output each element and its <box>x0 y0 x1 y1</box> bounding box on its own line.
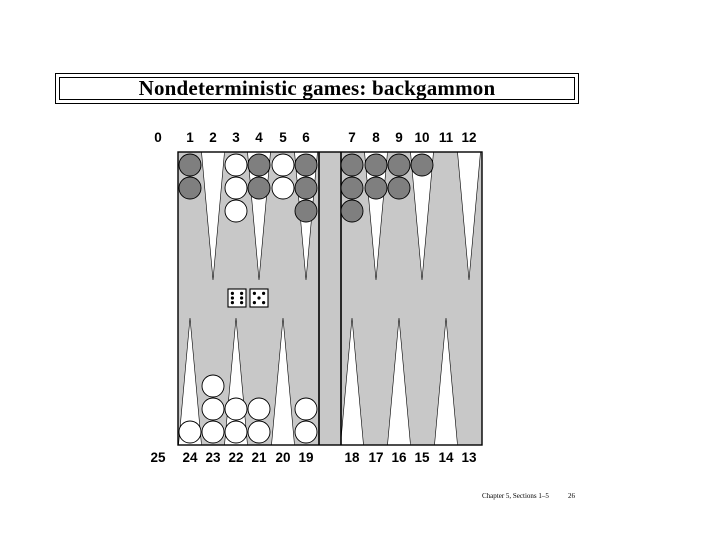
dark-checker-point-1 <box>179 154 201 176</box>
bottom-point-label-17: 17 <box>368 450 384 465</box>
top-point-label-2: 2 <box>209 130 217 145</box>
bottom-point-label-20: 20 <box>275 450 291 465</box>
die-1-pip <box>231 296 234 299</box>
light-checker-point-5 <box>272 154 294 176</box>
light-checker-point-23 <box>202 421 224 443</box>
light-checker-point-22 <box>225 398 247 420</box>
dark-checker-point-4 <box>248 154 270 176</box>
dark-checker-point-7 <box>341 177 363 199</box>
bottom-point-label-24: 24 <box>182 450 198 465</box>
die-1-pip <box>231 301 234 304</box>
bottom-point-label-14: 14 <box>438 450 454 465</box>
footer-page-number: 26 <box>568 492 575 500</box>
light-checker-point-3 <box>225 154 247 176</box>
dark-checker-point-8 <box>365 154 387 176</box>
top-point-label-7: 7 <box>348 130 356 145</box>
bottom-point-label-13: 13 <box>461 450 477 465</box>
dark-checker-point-8 <box>365 177 387 199</box>
dark-checker-point-1 <box>179 177 201 199</box>
top-point-label-3: 3 <box>232 130 240 145</box>
bottom-point-label-16: 16 <box>391 450 407 465</box>
bottom-point-label-21: 21 <box>251 450 267 465</box>
top-point-label-5: 5 <box>279 130 287 145</box>
die-1-pip <box>240 296 243 299</box>
light-checker-point-3 <box>225 200 247 222</box>
top-point-label-9: 9 <box>395 130 403 145</box>
top-point-label-12: 12 <box>461 130 477 145</box>
dark-checker-point-7 <box>341 200 363 222</box>
die-1-pip <box>231 292 234 295</box>
dark-checker-point-9 <box>388 154 410 176</box>
light-checker-point-3 <box>225 177 247 199</box>
dark-checker-point-6 <box>295 177 317 199</box>
die-2-pip <box>253 301 256 304</box>
top-point-label-11: 11 <box>438 130 454 145</box>
die-2-pip <box>262 292 265 295</box>
slide-title: Nondeterministic games: backgammon <box>138 76 496 100</box>
die-1-pip <box>240 292 243 295</box>
top-point-label-1: 1 <box>186 130 194 145</box>
dark-checker-point-4 <box>248 177 270 199</box>
bottom-point-label-23: 23 <box>205 450 221 465</box>
light-checker-point-19 <box>295 398 317 420</box>
board-bar <box>319 152 341 445</box>
light-checker-point-5 <box>272 177 294 199</box>
bottom-point-label-25: 25 <box>150 450 166 465</box>
light-checker-point-21 <box>248 421 270 443</box>
dark-checker-point-6 <box>295 154 317 176</box>
die-2-pip <box>262 301 265 304</box>
bottom-point-label-18: 18 <box>344 450 360 465</box>
bottom-point-label-22: 22 <box>228 450 244 465</box>
dark-checker-point-9 <box>388 177 410 199</box>
light-checker-point-19 <box>295 421 317 443</box>
top-point-label-6: 6 <box>302 130 310 145</box>
light-checker-point-21 <box>248 398 270 420</box>
top-point-label-8: 8 <box>372 130 380 145</box>
light-checker-point-24 <box>179 421 201 443</box>
die-2-pip <box>257 296 260 299</box>
light-checker-point-22 <box>225 421 247 443</box>
footer-chapter-note: Chapter 5, Sections 1–5 <box>482 492 549 500</box>
light-checker-point-23 <box>202 398 224 420</box>
top-point-label-10: 10 <box>414 130 430 145</box>
dark-checker-point-6 <box>295 200 317 222</box>
bottom-point-label-19: 19 <box>298 450 314 465</box>
light-checker-point-23 <box>202 375 224 397</box>
dark-checker-point-10 <box>411 154 433 176</box>
top-point-label-0: 0 <box>154 130 162 145</box>
dark-checker-point-7 <box>341 154 363 176</box>
die-2-pip <box>253 292 256 295</box>
top-point-label-4: 4 <box>255 130 263 145</box>
die-1-pip <box>240 301 243 304</box>
bottom-point-label-15: 15 <box>414 450 430 465</box>
die-1 <box>228 289 246 307</box>
